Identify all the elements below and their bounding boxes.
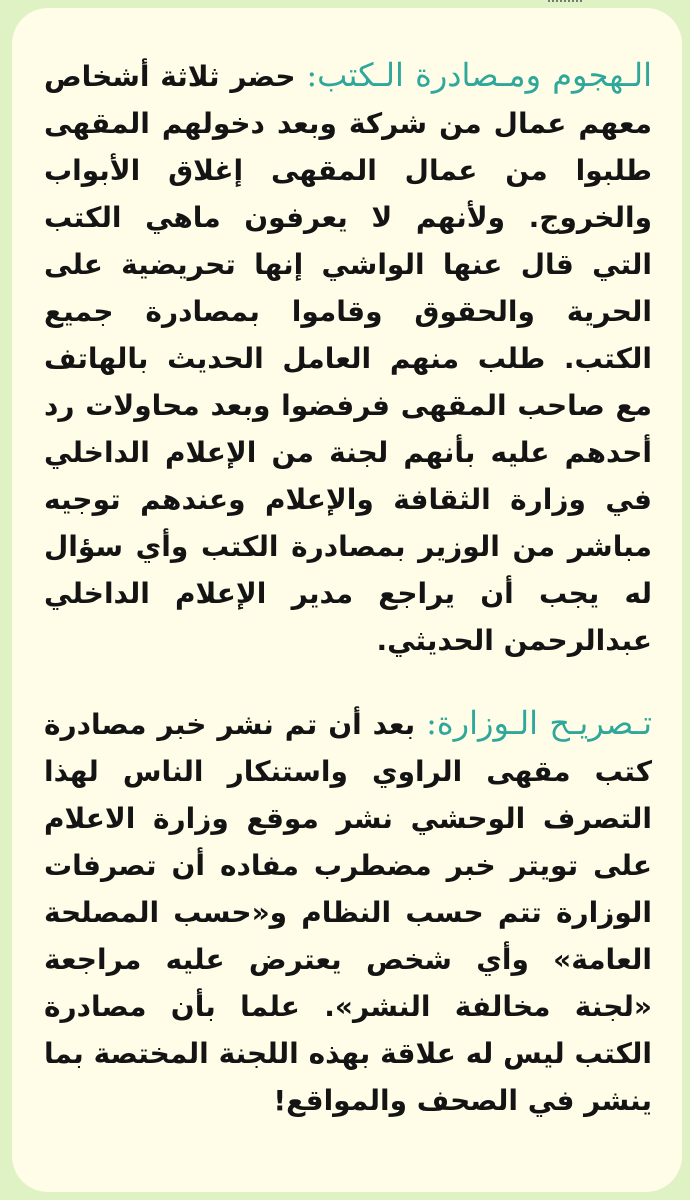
section-ministry-statement xyxy=(44,700,652,1124)
section-heading-attack: الـهجوم ومـصادرة الـكتب: xyxy=(306,56,653,94)
article-card xyxy=(12,8,682,1192)
section-heading-ministry: تـصريـح الـوزارة: xyxy=(426,704,653,742)
section-attack xyxy=(44,52,652,664)
section-body-ministry: بعد أن تم نشر خبر مصادرة كتب مقهى الراوي واستنكار الناس لهذا التصرف الوحشي نشر موقع وزارة الاعلام على تويتر خبر مضطرب مفاده أن تصرفات الوزارة تتم حسب النظام و«حسب المصلحة العامة» وأي شخص يعترض عليه مراجعة «لجنة مخالفة النشر». علما بأن مصادرة الكتب ليس له علاقة بهذه اللجنة المختصة بما ينشر في الصحف والمواقع! xyxy=(44,708,652,1117)
section-body-attack: حضر ثلاثة أشخاص معهم عمال من شركة وبعد دخولهم المقهى طلبوا من عمال المقهى إغلاق الأبواب والخروج. ولأنهم لا يعرفون ماهي الكتب التي قال عنها الواشي إنها تحريضية على الحرية والحقوق وقاموا بمصادرة جميع الكتب. طلب منهم العامل الحديث بالهاتف مع صاحب المقهى فرفضوا وبعد محاولات رد أحدهم عليه بأنهم لجنة من الإعلام الداخلي في وزارة الثقافة والإعلام وعندهم توجيه مباشر من الوزير بمصادرة الكتب وأي سؤال له يجب أن يراجع مدير الإعلام الداخلي عبدالرحمن الحديثي. xyxy=(44,60,652,657)
top-dotted-mark xyxy=(548,0,582,6)
